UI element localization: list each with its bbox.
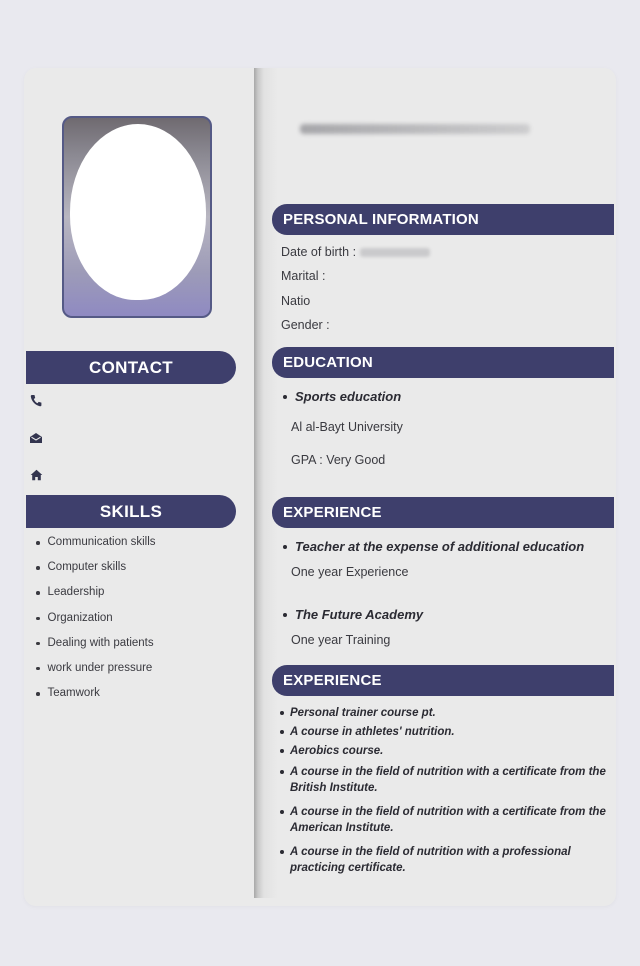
list-item: A course in the field of nutrition with a certificate from the British Institute. [280, 764, 610, 796]
bullet-icon [280, 770, 284, 774]
bullet-icon [283, 545, 287, 549]
bullet-icon [280, 850, 284, 854]
bullet-icon [36, 591, 40, 595]
university: Al al-Bayt University [291, 420, 403, 434]
bullet-icon [36, 692, 40, 696]
experience-title: Teacher at the expense of additional education [283, 539, 584, 554]
envelope-icon [28, 430, 44, 446]
skills-heading: SKILLS [26, 495, 236, 528]
redacted-value [360, 248, 430, 257]
column-divider [254, 68, 278, 898]
date-of-birth: Date of birth : [281, 245, 430, 259]
redacted-name [300, 124, 530, 134]
experience-heading: EXPERIENCE [272, 497, 614, 528]
phone-icon [28, 392, 44, 408]
bullet-icon [280, 711, 284, 715]
list-item: Leadership [34, 586, 156, 611]
list-item: Organization [34, 612, 156, 637]
personal-info-heading: PERSONAL INFORMATION [272, 204, 614, 235]
courses-heading: EXPERIENCE [272, 665, 614, 696]
gpa: GPA : Very Good [291, 453, 386, 467]
nationality: Natio [281, 294, 311, 308]
home-icon [28, 467, 44, 483]
bullet-icon [280, 730, 284, 734]
list-item: Dealing with patients [34, 637, 156, 662]
list-item: Communication skills [34, 536, 156, 561]
marital-status: Marital : [281, 269, 326, 283]
bullet-icon [283, 613, 287, 617]
education-title: Sports education [283, 389, 401, 404]
gender: Gender : [281, 318, 330, 332]
list-item: work under pressure [34, 662, 156, 687]
bullet-icon [36, 667, 40, 671]
list-item: A course in the field of nutrition with a certificate from the American Institute. [280, 804, 610, 836]
list-item: Personal trainer course pt. [280, 705, 610, 721]
list-item: A course in athletes' nutrition. [280, 724, 610, 740]
courses-list [280, 705, 610, 876]
bullet-icon [36, 642, 40, 646]
bullet-icon [36, 566, 40, 570]
redacted-face [70, 124, 206, 300]
education-heading: EDUCATION [272, 347, 614, 378]
experience-title: The Future Academy [283, 607, 423, 622]
bullet-icon [280, 810, 284, 814]
bullet-icon [283, 395, 287, 399]
skills-list [34, 536, 156, 712]
bullet-icon [36, 617, 40, 621]
list-item: Teamwork [34, 687, 156, 712]
list-item: A course in the field of nutrition with a professional practicing certificate. [280, 844, 610, 876]
list-item: Computer skills [34, 561, 156, 586]
profile-photo [62, 116, 212, 318]
contact-heading: CONTACT [26, 351, 236, 384]
bullet-icon [36, 541, 40, 545]
list-item: Aerobics course. [280, 743, 610, 759]
bullet-icon [280, 749, 284, 753]
experience-detail: One year Training [291, 633, 391, 647]
experience-detail: One year Experience [291, 565, 409, 579]
